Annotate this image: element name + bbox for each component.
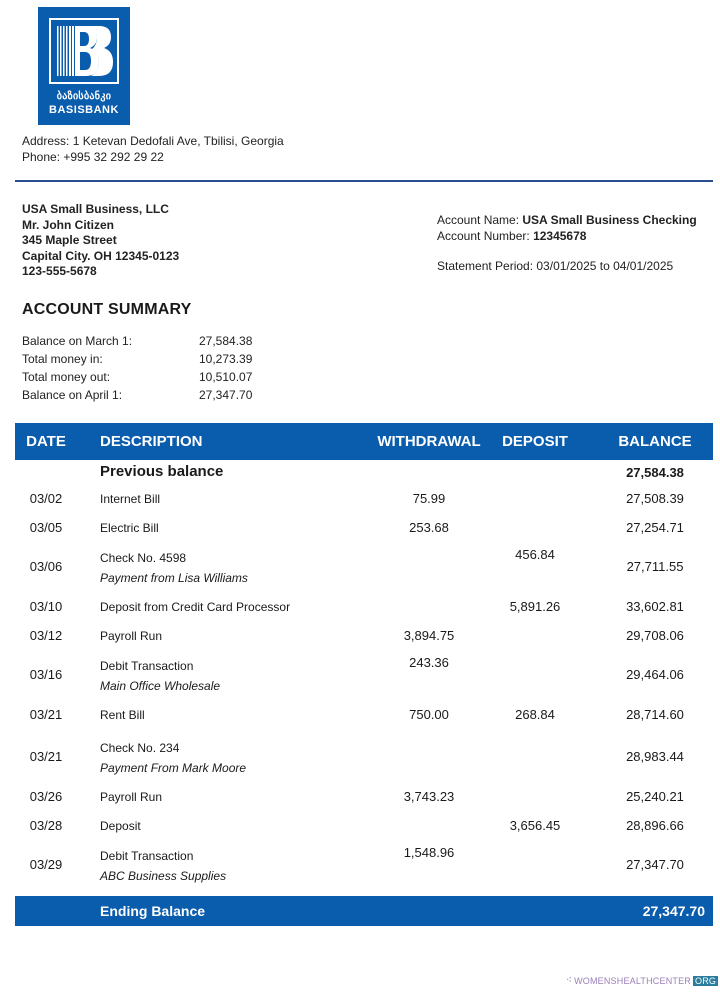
row-description: Electric Bill	[100, 521, 159, 535]
row-date: 03/10	[29, 599, 63, 614]
header-withdrawal: WITHDRAWAL	[377, 433, 481, 450]
customer-name: Mr. John Citizen	[22, 217, 115, 232]
summary-row	[22, 368, 279, 386]
row-description-sub: Main Office Wholesale	[100, 679, 221, 693]
transactions-table	[15, 423, 713, 926]
row-date: 03/21	[29, 707, 63, 722]
row-withdrawal: 3,894.75	[403, 628, 455, 643]
summary-label: Balance on March 1:	[22, 334, 133, 348]
row-description	[100, 656, 370, 696]
table-header	[15, 423, 713, 460]
row-balance: 33,602.81	[626, 599, 684, 614]
summary-label: Total money in:	[22, 352, 103, 366]
table-row	[15, 649, 713, 699]
row-description	[100, 738, 370, 778]
row-date: 03/05	[29, 520, 63, 535]
row-description-sub: ABC Business Supplies	[100, 869, 227, 883]
row-description: Payroll Run	[100, 629, 163, 643]
previous-balance-label: Previous balance	[100, 463, 224, 480]
bank-contact	[22, 133, 284, 165]
row-description: Payroll Run	[100, 790, 163, 804]
row-withdrawal: 3,743.23	[403, 789, 455, 804]
summary-row	[22, 332, 279, 350]
bank-address: Address: 1 Ketevan Dedofali Ave, Tbilisi, Georgia	[22, 134, 284, 148]
account-number	[437, 228, 697, 244]
ending-balance-label: Ending Balance	[100, 903, 206, 919]
row-deposit: 268.84	[515, 707, 555, 722]
customer-block	[22, 202, 179, 280]
dots-icon: ⁖	[566, 975, 573, 986]
table-row	[15, 512, 713, 541]
row-withdrawal: 750.00	[409, 707, 449, 722]
row-date: 03/06	[29, 559, 63, 574]
row-deposit: 456.84	[515, 547, 555, 562]
summary-label: Total money out:	[22, 370, 111, 384]
header-description: DESCRIPTION	[100, 433, 203, 450]
summary-row	[22, 386, 279, 404]
summary-value: 27,584.38	[199, 334, 253, 348]
row-date: 03/29	[29, 857, 63, 872]
row-description: Deposit	[100, 819, 141, 833]
watermark-tld: ORG	[695, 975, 717, 986]
row-balance: 27,347.70	[626, 857, 684, 872]
table-row	[15, 781, 713, 810]
table-row	[15, 839, 713, 889]
row-description: Internet Bill	[100, 492, 161, 506]
summary-title: ACCOUNT SUMMARY	[22, 301, 192, 318]
customer-company: USA Small Business, LLC	[22, 202, 169, 216]
statement-period: Statement Period: 03/01/2025 to 04/01/2025	[437, 259, 674, 273]
watermark	[566, 975, 718, 986]
bb-monogram-icon	[51, 20, 117, 82]
row-balance: 28,714.60	[626, 707, 684, 722]
table-row	[15, 699, 713, 731]
ending-balance-value: 27,347.70	[642, 903, 705, 919]
row-deposit: 3,656.45	[509, 818, 561, 833]
row-withdrawal: 75.99	[412, 491, 446, 506]
row-date: 03/02	[29, 491, 63, 506]
bank-phone: Phone: +995 32 292 29 22	[22, 150, 164, 164]
bank-logo	[38, 7, 130, 125]
logo-bank-name: BASISBANK	[49, 104, 119, 116]
row-description-main: Check No. 234	[100, 741, 180, 755]
row-balance: 28,983.44	[626, 749, 684, 764]
previous-balance-row	[15, 460, 713, 483]
row-withdrawal: 253.68	[409, 520, 449, 535]
row-description: Rent Bill	[100, 708, 145, 722]
table-row	[15, 591, 713, 620]
row-balance: 28,896.66	[626, 818, 684, 833]
summary-row	[22, 350, 279, 368]
row-date: 03/26	[29, 789, 63, 804]
row-description-sub: Payment From Mark Moore	[100, 761, 247, 775]
table-row	[15, 810, 713, 839]
row-date: 03/21	[29, 749, 63, 764]
header-deposit: DEPOSIT	[502, 433, 568, 450]
customer-phone: 123-555-5678	[22, 264, 97, 278]
row-description-main: Debit Transaction	[100, 849, 194, 863]
account-number-value: 12345678	[533, 229, 587, 243]
ending-balance-row	[15, 896, 713, 926]
account-name	[437, 212, 697, 228]
account-info	[437, 212, 697, 274]
table-row	[15, 731, 713, 781]
row-description: Deposit from Credit Card Processor	[100, 600, 291, 614]
row-balance: 29,708.06	[626, 628, 684, 643]
row-description-main: Debit Transaction	[100, 659, 194, 673]
customer-street: 345 Maple Street	[22, 233, 117, 247]
table-row	[15, 483, 713, 512]
summary-value: 10,273.39	[199, 352, 253, 366]
previous-balance-value: 27,584.38	[626, 465, 684, 480]
row-balance: 27,508.39	[626, 491, 684, 506]
row-description	[100, 548, 370, 588]
row-description-sub: Payment from Lisa Williams	[100, 571, 248, 585]
row-date: 03/28	[29, 818, 63, 833]
summary-value: 27,347.70	[199, 388, 253, 402]
account-number-label: Account Number:	[437, 229, 530, 243]
header-balance: BALANCE	[618, 433, 692, 450]
account-name-label: Account Name:	[437, 213, 520, 227]
row-date: 03/16	[29, 667, 63, 682]
row-description-main: Check No. 4598	[100, 551, 187, 565]
row-balance: 25,240.21	[626, 789, 684, 804]
summary-label: Balance on April 1:	[22, 388, 123, 402]
table-row	[15, 620, 713, 649]
logo-frame	[49, 18, 119, 84]
header-date: DATE	[26, 433, 66, 450]
logo-georgian-text: ბაზისბანკი	[56, 91, 112, 102]
row-deposit: 5,891.26	[509, 599, 561, 614]
row-date: 03/12	[29, 628, 63, 643]
row-balance: 27,254.71	[626, 520, 684, 535]
row-balance: 29,464.06	[626, 667, 684, 682]
row-withdrawal: 1,548.96	[403, 845, 455, 860]
summary-value: 10,510.07	[199, 370, 253, 384]
header-divider	[15, 180, 713, 182]
row-description	[100, 846, 370, 886]
watermark-text: WOMENSHEALTHCENTER	[574, 975, 692, 986]
account-summary	[22, 332, 279, 404]
row-withdrawal: 243.36	[409, 655, 449, 670]
customer-city: Capital City. OH 12345-0123	[22, 248, 180, 263]
account-name-value: USA Small Business Checking	[522, 213, 697, 227]
row-balance: 27,711.55	[626, 559, 684, 574]
table-row	[15, 541, 713, 591]
